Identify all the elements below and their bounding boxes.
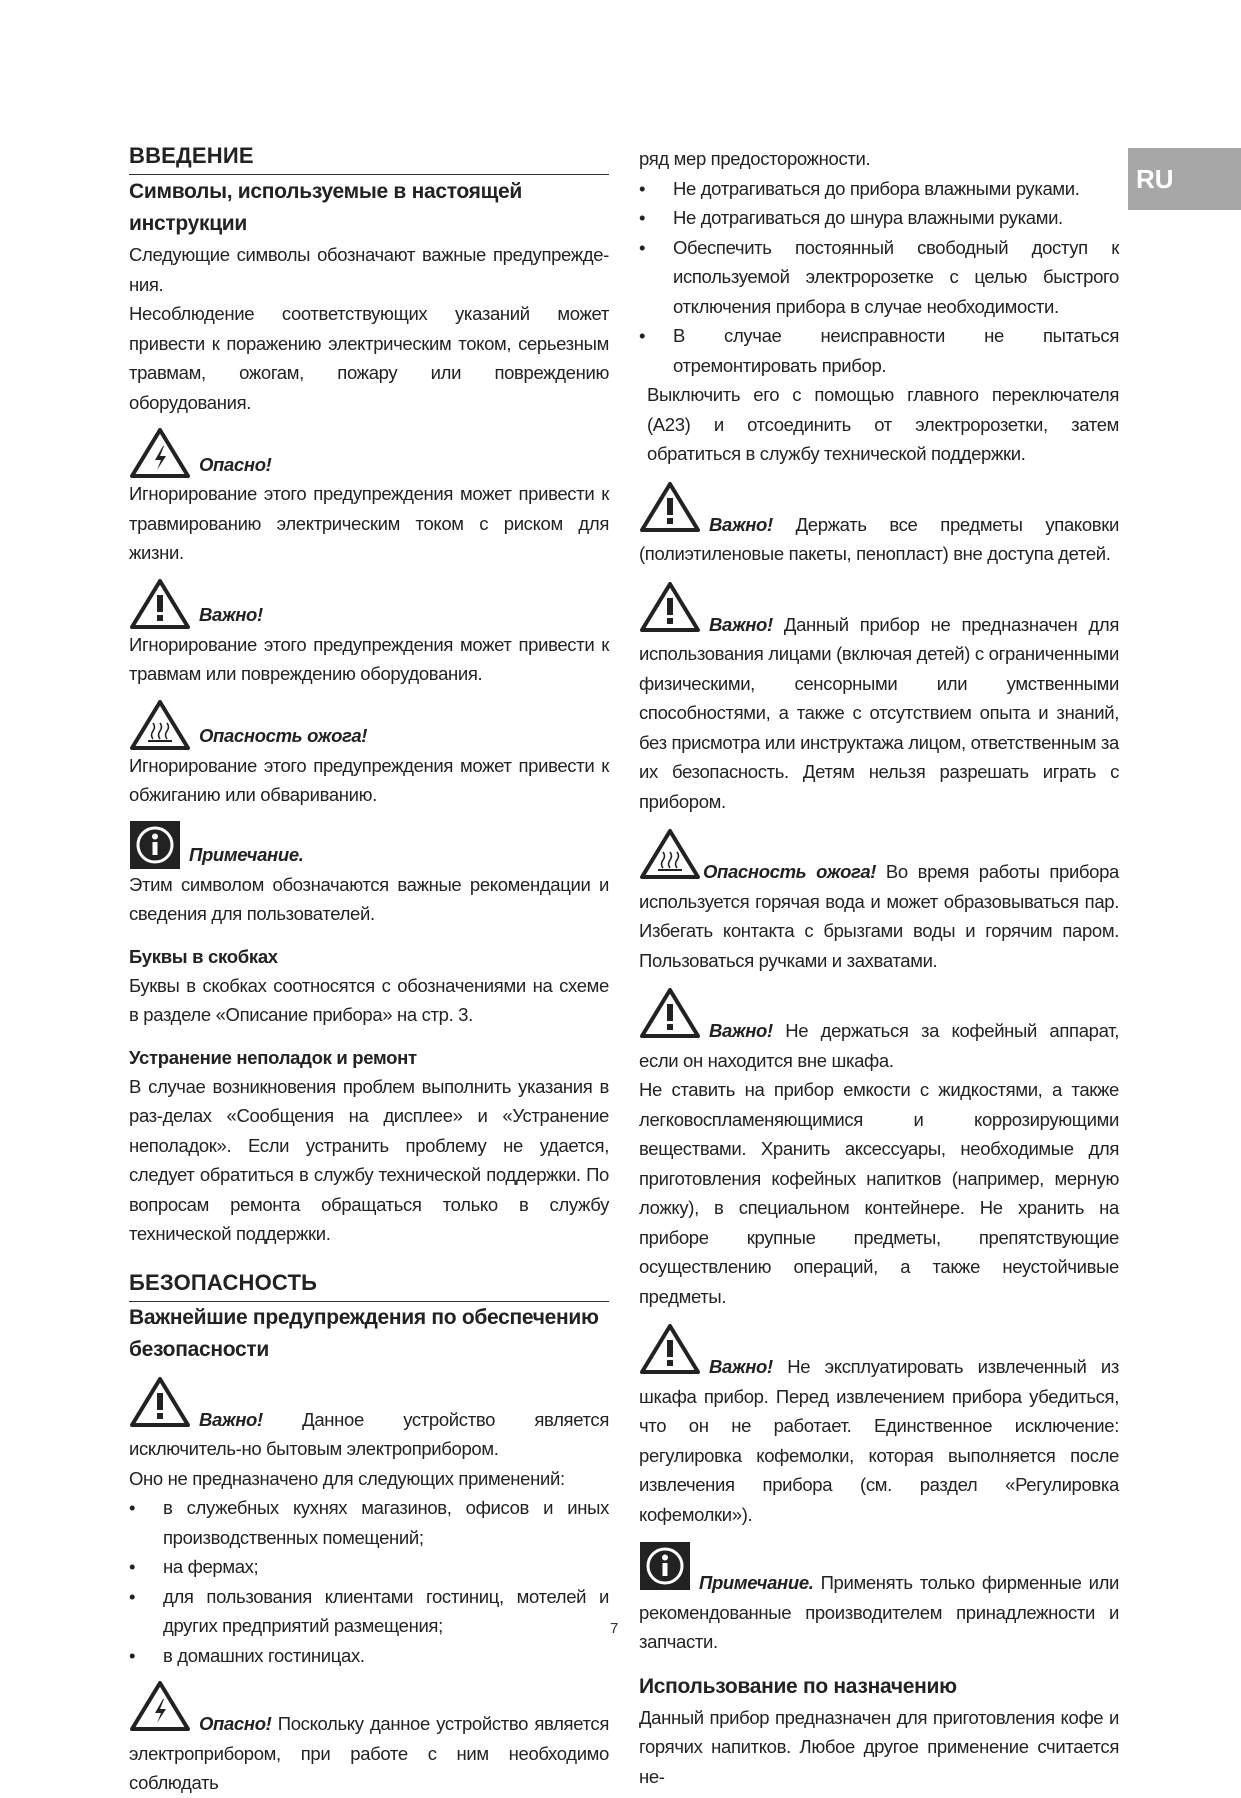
warning-icon — [639, 987, 701, 1039]
right-column — [639, 144, 1119, 1791]
subheading-letters: Буквы в скобках — [129, 945, 278, 967]
warning-burn — [639, 828, 1119, 975]
warning-label: Опасно! — [199, 453, 272, 475]
note-text: Этим символом обозначаются важные рекомендации и сведения для пользователей. — [129, 873, 609, 924]
note-original-parts — [639, 1541, 1119, 1657]
warning-text: Данное устройство является исключитель-но бытовым электроприбором. — [129, 1408, 609, 1459]
note-text: Применять только фирменные или рекомендованные производителем принадлежности и запчасти. — [639, 1572, 1119, 1652]
left-column — [129, 142, 609, 1798]
subheading-troubleshooting: Устранение неполадок и ремонт — [129, 1046, 417, 1068]
electric-hazard-icon — [129, 427, 191, 479]
nonobservance-paragraph: Несоблюдение соответствующих указаний может привести к поражению электрическим током, серьезным травмам, ожогам, пожару или повреждению оборудования. — [129, 303, 609, 413]
divider — [129, 174, 609, 175]
warning-label: Опасность ожога! — [199, 725, 368, 746]
warning-label: Важно! — [709, 1020, 773, 1041]
list-item: • Не дотрагиваться до прибора влажными руками. — [639, 174, 1119, 204]
warning-cabinet — [639, 987, 1119, 1075]
warning-label: Важно! — [709, 513, 773, 535]
warning-text: Держать все предметы упаковки (полиэтиленовые пакеты, пенопласт) вне доступа детей. — [639, 513, 1119, 564]
warning-icon — [129, 1376, 191, 1428]
section-heading-safety: БЕЗОПАСНОСТЬ — [129, 1269, 318, 1295]
note — [129, 820, 609, 870]
warning-icon — [639, 1323, 701, 1375]
warning-label: Опасность ожога! — [703, 861, 877, 882]
note-label: Примечание. — [699, 1572, 814, 1593]
language-tab-label: RU — [1136, 164, 1174, 194]
electric-hazard-icon — [129, 1680, 191, 1732]
warning-important — [129, 578, 609, 630]
letters-paragraph: Буквы в скобках соотносятся с обозначениями на схеме в разделе «Описание прибора» на стр. 3. — [129, 974, 609, 1025]
info-icon — [129, 820, 181, 870]
list-item: • В случае неисправности не пытаться отремонтировать прибор. — [639, 321, 1119, 380]
list-item: • в домашних гостиницах. — [129, 1641, 609, 1671]
not-intended-list — [129, 1493, 609, 1670]
section-heading-intro: ВВЕДЕНИЕ — [129, 143, 254, 168]
list-item: • в служебных кухнях магазинов, офисов и иных производственных помещений; — [129, 1493, 609, 1552]
warning-danger — [129, 427, 609, 479]
warning-text: Не эксплуатировать извлеченный из шкафа прибор. Перед извлечением прибора убедиться, что он не работает. Единственное исключение: регулировка кофемолки, которая выполняется после извлечения прибора (см. раздел «Регулировка кофемолки»). — [639, 1356, 1119, 1525]
vessels-paragraph: Не ставить на прибор емкости с жидкостями, а также легковоспламеняющимися и коррозирующими веществами. Хранить аксессуары, необходимые для приготовления кофейных напитков (например, мерную ложку), в специальном контейнере. Не хранить на приборе крупные предметы, препятствующие осуществлению операций, а также неустойчивые предметы. — [639, 1079, 1119, 1307]
list-item: • Не дотрагиваться до шнура влажными руками. — [639, 203, 1119, 233]
warning-icon — [129, 578, 191, 630]
list-item: • Обеспечить постоянный свободный доступ к используемой электророзетке с целью быстрого отключения прибора в случае необходимости. — [639, 233, 1119, 322]
subheading-safety: Важнейшие предупреждения по обеспечению безопасности — [129, 1305, 599, 1361]
not-intended-paragraph: Оно не предназначено для следующих применений: — [129, 1467, 565, 1489]
info-icon — [639, 1541, 691, 1591]
hot-surface-icon — [129, 699, 191, 751]
warning-label: Важно! — [709, 613, 773, 635]
warning-text: Игнорирование этого предупреждения может привести к травмированию электрическим током с риском для жизни. — [129, 483, 609, 563]
page-number: 7 — [610, 1620, 619, 1637]
continuation-paragraph: ряд мер предосторожности. — [639, 148, 871, 169]
note-label: Примечание. — [189, 844, 304, 865]
subheading-intended-use: Использование по назначению — [639, 1674, 957, 1698]
warning-text: Игнорирование этого предупреждения может привести к обжиганию или обвариванию. — [129, 754, 609, 805]
warning-packaging — [639, 481, 1119, 569]
warning-icon — [639, 481, 701, 533]
warning-burn — [129, 699, 609, 751]
precautions-list — [639, 174, 1119, 381]
warning-label: Опасно! — [199, 1713, 272, 1734]
language-tab — [1128, 148, 1241, 210]
hot-surface-icon — [639, 828, 701, 880]
warning-label: Важно! — [709, 1356, 773, 1377]
warning-icon — [639, 581, 701, 633]
warning-text: Поскольку данное устройство является электроприбором, при работе с ним необходимо соблюдать — [129, 1713, 609, 1793]
warning-text: Игнорирование этого предупреждения может привести к травмам или повреждению оборудования. — [129, 633, 609, 684]
subheading-symbols: Символы, используемые в настоящей инструкции — [129, 180, 523, 235]
warning-text: Не держаться за кофейный аппарат, если он находится вне шкафа. — [639, 1020, 1119, 1071]
list-item: • для пользования клиентами гостиниц, мотелей и других предприятий размещения; — [129, 1582, 609, 1641]
list-item: • на фермах; — [129, 1552, 609, 1582]
warning-domestic — [129, 1376, 609, 1464]
warning-label: Важно! — [199, 1408, 263, 1430]
symbols-paragraph: Следующие символы обозначают важные предупрежде-ния. — [129, 244, 609, 295]
warning-children — [639, 581, 1119, 817]
switch-off-paragraph: Выключить его с помощью главного переключателя (A23) и отсоединить от электророзетки, затем обратиться в службу технической поддержки. — [647, 384, 1119, 464]
troubleshooting-paragraph: В случае возникновения проблем выполнить указания в раз-делах «Сообщения на дисплее» и «Устранение неполадок». Если устранить проблему не удается, следует обратиться в службу технической поддержки. По вопросам ремонта обращаться только в службу технической поддержки. — [129, 1075, 609, 1244]
warning-text: Данный прибор не предназначен для использования лицами (включая детей) с ограниченными физическими, сенсорными или умственными способностями, а также с отсутствием опыта и знаний, без присмотра или инструктажа лицом, ответственным за их безопасность. Детям нельзя разрешать играть с прибором. — [639, 613, 1119, 812]
warning-removed — [639, 1323, 1119, 1529]
warning-text: Во время работы прибора используется горячая вода и может образовываться пар. Избегать контакта с брызгами воды и горячим паром. Пользоваться ручками и захватами. — [639, 861, 1119, 971]
warning-label: Важно! — [199, 604, 263, 625]
warning-electric-appliance — [129, 1680, 609, 1798]
intended-use-paragraph: Данный прибор предназначен для приготовления кофе и горячих напитков. Любое другое применение считается не- — [639, 1706, 1119, 1787]
